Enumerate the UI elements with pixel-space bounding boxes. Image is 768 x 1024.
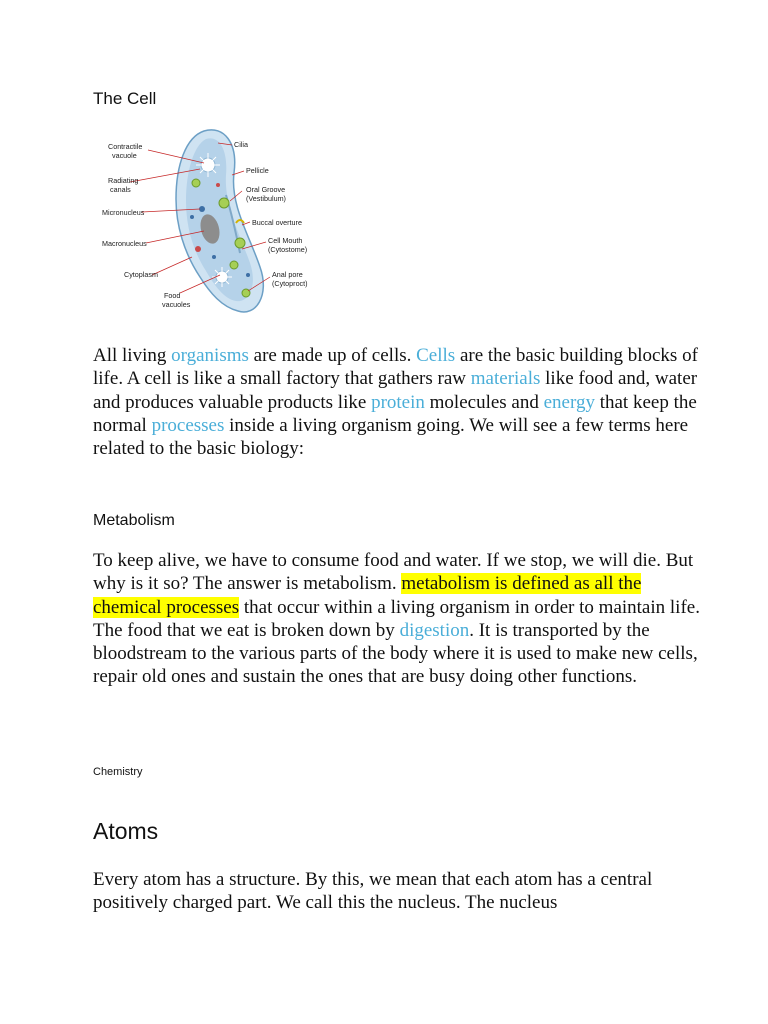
label-oral-groove: Oral Groove <box>246 185 286 194</box>
label-anal-pore-2: (Cytoproct) <box>272 279 308 288</box>
label-cytoplasm: Cytoplasm <box>124 270 158 279</box>
text: normal <box>93 414 152 436</box>
label-cell-mouth: Cell Mouth <box>268 236 303 245</box>
label-cell-mouth-2: (Cytostome) <box>268 245 308 254</box>
link-processes[interactable]: processes <box>151 414 225 436</box>
link-energy[interactable]: energy <box>543 391 595 413</box>
label-radiating-canals: Radiating <box>108 176 139 185</box>
page-title: The Cell <box>93 89 157 108</box>
label-cilia: Cilia <box>234 140 248 149</box>
text: like food and, water and produces valuable products like <box>93 368 698 413</box>
label-micronucleus: Micronucleus <box>102 208 145 217</box>
text: inside a living organism going. We will see a few terms here related to the basic biology: <box>93 414 689 460</box>
paramecium-cell-illustration <box>176 130 263 312</box>
link-protein[interactable]: protein <box>371 391 425 413</box>
paramecium-diagram <box>100 125 332 317</box>
text: To keep alive, we have to consume food and water. If we stop, we will die. But why is it so? The answer is metabolism. <box>93 550 694 595</box>
label-contractile-vacuole-2: vacuole <box>112 151 137 160</box>
text: that keep the <box>594 391 697 413</box>
link-digestion[interactable]: digestion <box>399 619 470 641</box>
label-radiating-canals-2: canals <box>110 185 131 194</box>
atoms-heading: Atoms <box>93 818 159 844</box>
label-food-vacuoles-2: vacuoles <box>162 300 191 309</box>
atoms-paragraph: Every atom has a structure. By this, we mean that each atom has a central positively charged part. We call this the nucleus. The nucleus <box>93 869 653 914</box>
metabolism-paragraph <box>93 549 713 689</box>
label-oral-groove-2: (Vestibulum) <box>246 194 286 203</box>
text: All living <box>93 345 172 366</box>
label-buccal-overture: Buccal overture <box>252 218 302 227</box>
text: are the basic building blocks of life. A cell is like a small factory that gathers raw <box>93 345 698 390</box>
link-cells[interactable]: Cells <box>416 345 456 366</box>
metabolism-heading: Metabolism <box>93 512 175 529</box>
label-pellicle: Pellicle <box>246 166 269 175</box>
text: are made up of cells. <box>248 345 417 366</box>
highlighted-definition: metabolism is defined as all the chemical processes <box>93 573 642 618</box>
link-materials[interactable]: materials <box>470 368 541 390</box>
intro-paragraph <box>93 344 713 460</box>
chemistry-label: Chemistry <box>93 766 143 778</box>
text: that occur within a living organism in order to maintain life. The food that we eat is broken down by <box>93 596 700 641</box>
text: . It is transported by the bloodstream to the various parts of the body where it is used to make new cells, repair old ones and sustain the ones that are busy doing other functions. <box>93 619 698 688</box>
label-contractile-vacuole: Contractile <box>108 142 143 151</box>
text: molecules and <box>424 391 544 413</box>
label-food-vacuoles: Food <box>164 291 181 300</box>
label-anal-pore: Anal pore <box>272 270 303 279</box>
link-organisms[interactable]: organisms <box>171 345 249 366</box>
label-macronucleus: Macronucleus <box>102 239 147 248</box>
